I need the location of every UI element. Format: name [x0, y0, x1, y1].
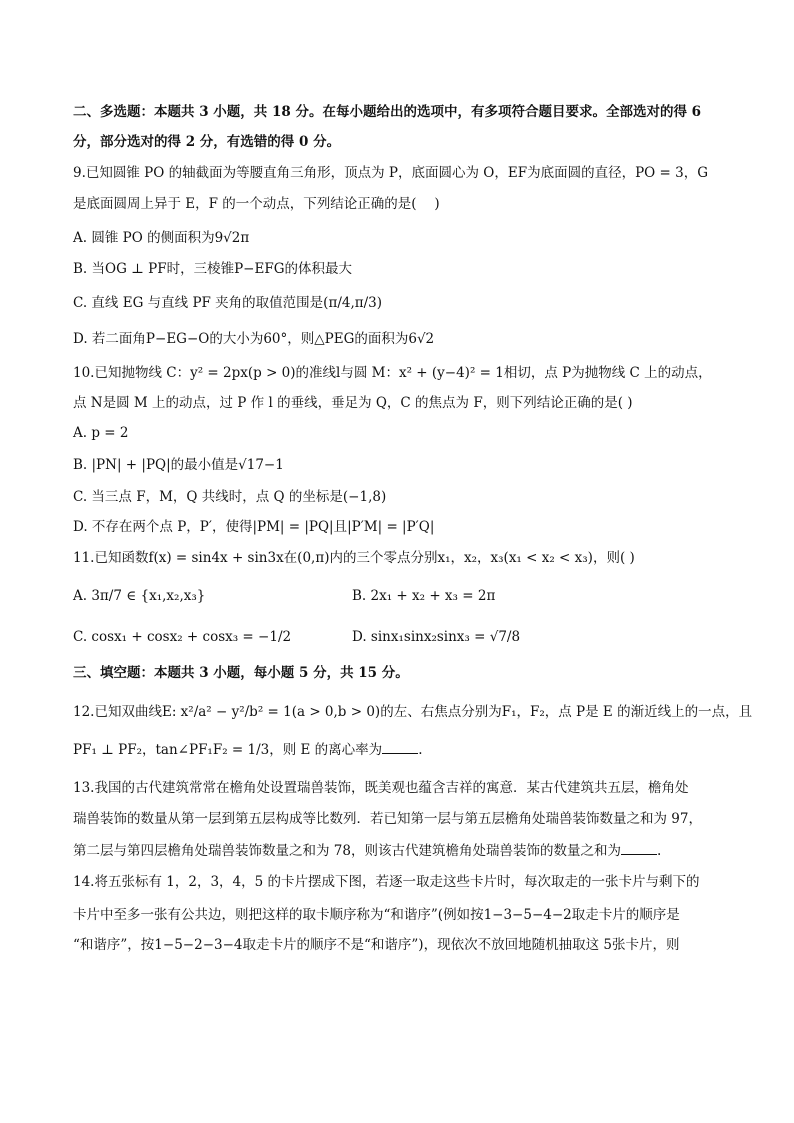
q14-line3: “和谐序”，按1−5−2−3−4取走卡片的顺序不是“和谐序”)，现依次不放回地随机抽取这 5张卡片，则: [73, 937, 680, 953]
q9-option-d: D. 若二面角P−EG−O的大小为60°，则△PEG的面积为6√2: [73, 331, 435, 347]
q13-line2: 瑞兽装饰的数量从第一层到第五层构成等比数列．若已知第一层与第五层檐角处瑞兽装饰数量之和为 97，: [73, 811, 702, 827]
q12-stem-line1: 12.已知双曲线E: x²/a² − y²/b² = 1(a > 0,b > 0)的左、右焦点分别为F₁，F₂，点 P是 E 的渐近线上的一点，且: [73, 704, 753, 720]
q10-stem-line2: 点 N是圆 M 上的动点，过 P 作 l 的垂线，垂足为 Q，C 的焦点为 F，则下列结论正确的是( ): [73, 395, 633, 411]
q11-option-b: B. 2x₁ + x₂ + x₃ = 2π: [352, 588, 496, 604]
q10-option-b: B. |PN| + |PQ|的最小值是√17−1: [73, 457, 284, 473]
q11-option-a: A. 3π/7 ∈ {x₁,x₂,x₃}: [73, 588, 206, 604]
q11-option-d: D. sinx₁sinx₂sinx₃ = √7/8: [352, 629, 521, 645]
q13-answer-blank[interactable]: [621, 842, 657, 855]
q13-line3: 第二层与第四层檐角处瑞兽装饰数量之和为 78，则该古代建筑檐角处瑞兽装饰的数量之和为: [73, 843, 621, 859]
q10-stem-line1: 10.已知抛物线 C：y² = 2px(p > 0)的准线l与圆 M：x² + (y−4)² = 1相切，点 P为抛物线 C 上的动点，: [73, 365, 712, 381]
q10-option-c: C. 当三点 F，M，Q 共线时，点 Q 的坐标是(−1,8): [73, 489, 387, 505]
q12-answer-blank[interactable]: [382, 741, 418, 754]
section3-header: 三、填空题：本题共 3 小题，每小题 5 分，共 15 分。: [73, 665, 409, 681]
section2-header-line2: 分，部分选对的得 2 分，有选错的得 0 分。: [73, 134, 341, 150]
q9-stem-line1: 9.已知圆锥 PO 的轴截面为等腰直角三角形，顶点为 P，底面圆心为 O，EF为底面圆的直径，PO = 3，G: [73, 165, 708, 181]
q14-line2: 卡片中至多一张有公共边，则把这样的取卡顺序称为“和谐序”(例如按1−3−5−4−2取走卡片的顺序是: [73, 907, 680, 923]
section2-header-line1: 二、多选题：本题共 3 小题，共 18 分。在每小题给出的选项中，有多项符合题目要求。全部选对的得 6: [73, 104, 702, 120]
q9-stem-line2: 是底面圆周上异于 E，F 的一个动点，下列结论正确的是( ): [73, 196, 440, 212]
q12-stem-line2: [73, 741, 422, 759]
q13-end-mark: .: [656, 843, 662, 859]
q10-option-d: D. 不存在两个点 P，P′，使得|PM| = |PQ|且|P′M| = |P′Q|: [73, 519, 435, 535]
q13-line1: 13.我国的古代建筑常常在檐角处设置瑞兽装饰，既美观也蕴含吉祥的寓意．某古代建筑共五层，檐角处: [73, 780, 689, 796]
q13-line3-row: [73, 842, 661, 860]
q11-option-c: C. cosx₁ + cosx₂ + cosx₃ = −1/2: [73, 629, 292, 645]
q10-option-a: A. p = 2: [73, 425, 129, 441]
q14-line1: 14.将五张标有 1，2，3，4，5 的卡片摆成下图，若逐一取走这些卡片时，每次取走的一张卡片与剩下的: [73, 874, 700, 890]
q12-end-mark: .: [418, 742, 423, 758]
q12-stem-line2-text: PF₁ ⊥ PF₂，tan∠PF₁F₂ = 1/3，则 E 的离心率为: [73, 742, 383, 758]
q11-stem: 11.已知函数f(x) = sin4x + sin3x在(0,π)内的三个零点分别x₁，x₂，x₃(x₁ < x₂ < x₃)，则( ): [73, 550, 635, 566]
q9-option-b: B. 当OG ⊥ PF时，三棱锥P−EFG的体积最大: [73, 261, 352, 277]
q9-option-c: C. 直线 EG 与直线 PF 夹角的取值范围是(π/4,π/3): [73, 295, 383, 311]
q9-option-a: A. 圆锥 PO 的侧面积为9√2π: [73, 230, 250, 246]
